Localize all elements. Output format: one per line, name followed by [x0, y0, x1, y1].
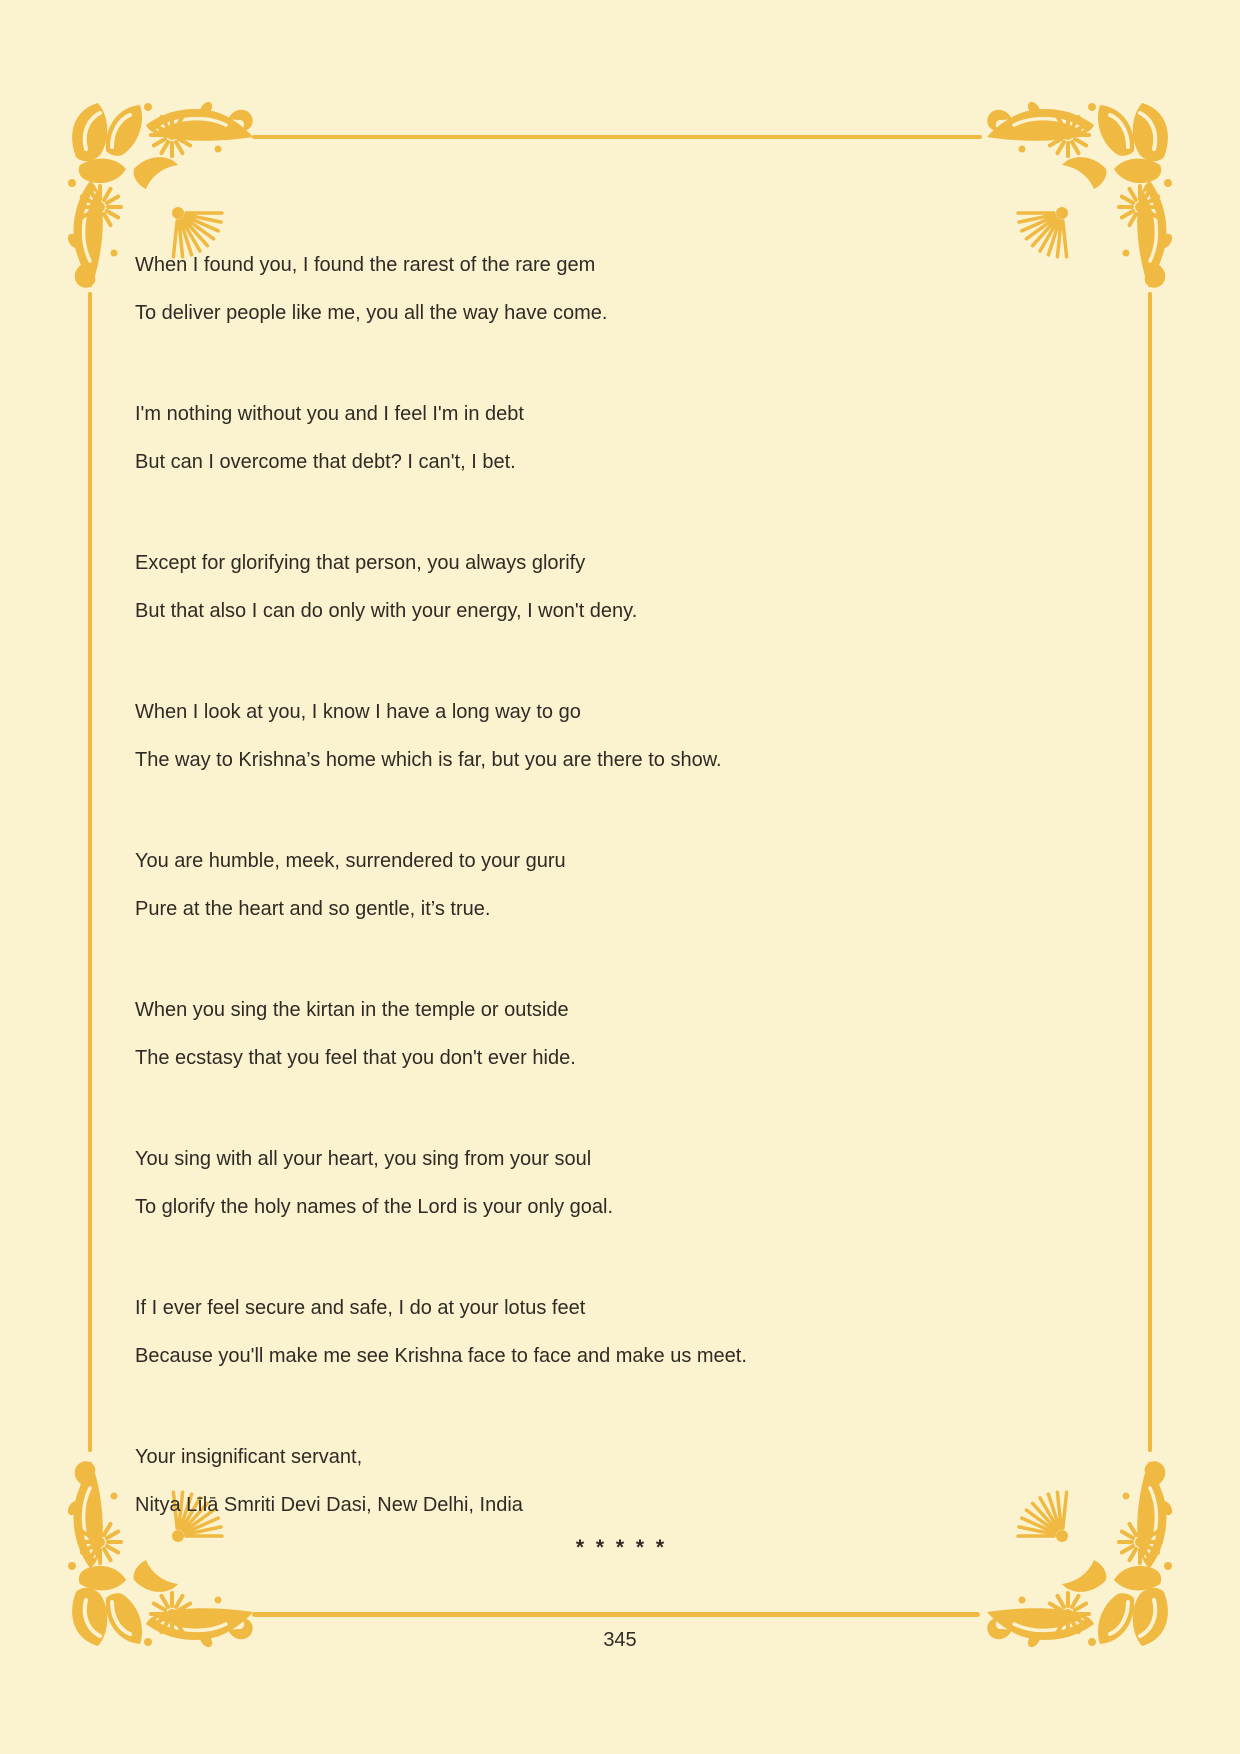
poem-stanza: [135, 241, 1115, 337]
poem-body: [135, 241, 1115, 1582]
poem-line: The ecstasy that you feel that you don't ever hide.: [135, 1047, 576, 1069]
poem-stanza: [135, 539, 1115, 635]
poem-stanza: [135, 986, 1115, 1082]
poem-line: But can I overcome that debt? I can't, I bet.: [135, 451, 516, 473]
poem-signature: [135, 1433, 1115, 1529]
poem-line: But that also I can do only with your energy, I won't deny.: [135, 600, 638, 622]
frame-line-top: [252, 135, 982, 139]
frame-line-left: [88, 292, 92, 1452]
frame-line-bottom: [252, 1612, 980, 1617]
poem-stanza: [135, 1135, 1115, 1231]
signature-line: Your insignificant servant,: [135, 1446, 363, 1468]
poem-line: When you sing the kirtan in the temple or outside: [135, 999, 569, 1021]
frame-line-right: [1148, 292, 1152, 1452]
poem-line: When I look at you, I know I have a long way to go: [135, 701, 581, 723]
poem-line: When I found you, I found the rarest of the rare gem: [135, 254, 596, 276]
poem-line: Because you'll make me see Krishna face to face and make us meet.: [135, 1345, 747, 1367]
poem-line: Except for glorifying that person, you always glorify: [135, 552, 586, 574]
page-number: 345: [603, 1629, 637, 1651]
poem-stanza: [135, 1284, 1115, 1380]
signature-line: Nitya Līlā Smriti Devi Dasi, New Delhi, India: [135, 1494, 523, 1516]
asterisk-separator: * * * * *: [575, 1536, 665, 1559]
poem-line: You sing with all your heart, you sing from your soul: [135, 1148, 592, 1170]
poem-line: I'm nothing without you and I feel I'm in debt: [135, 403, 524, 425]
poem-line: To deliver people like me, you all the way have come.: [135, 302, 608, 324]
poem-stanza: [135, 837, 1115, 933]
poem-stanza: [135, 688, 1115, 784]
poem-line: To glorify the holy names of the Lord is your only goal.: [135, 1196, 614, 1218]
poem-line: Pure at the heart and so gentle, it’s true.: [135, 898, 491, 920]
poem-line: The way to Krishna’s home which is far, but you are there to show.: [135, 749, 722, 771]
poem-line: You are humble, meek, surrendered to your guru: [135, 850, 566, 872]
poem-stanza: [135, 390, 1115, 486]
poem-line: If I ever feel secure and safe, I do at your lotus feet: [135, 1297, 586, 1319]
